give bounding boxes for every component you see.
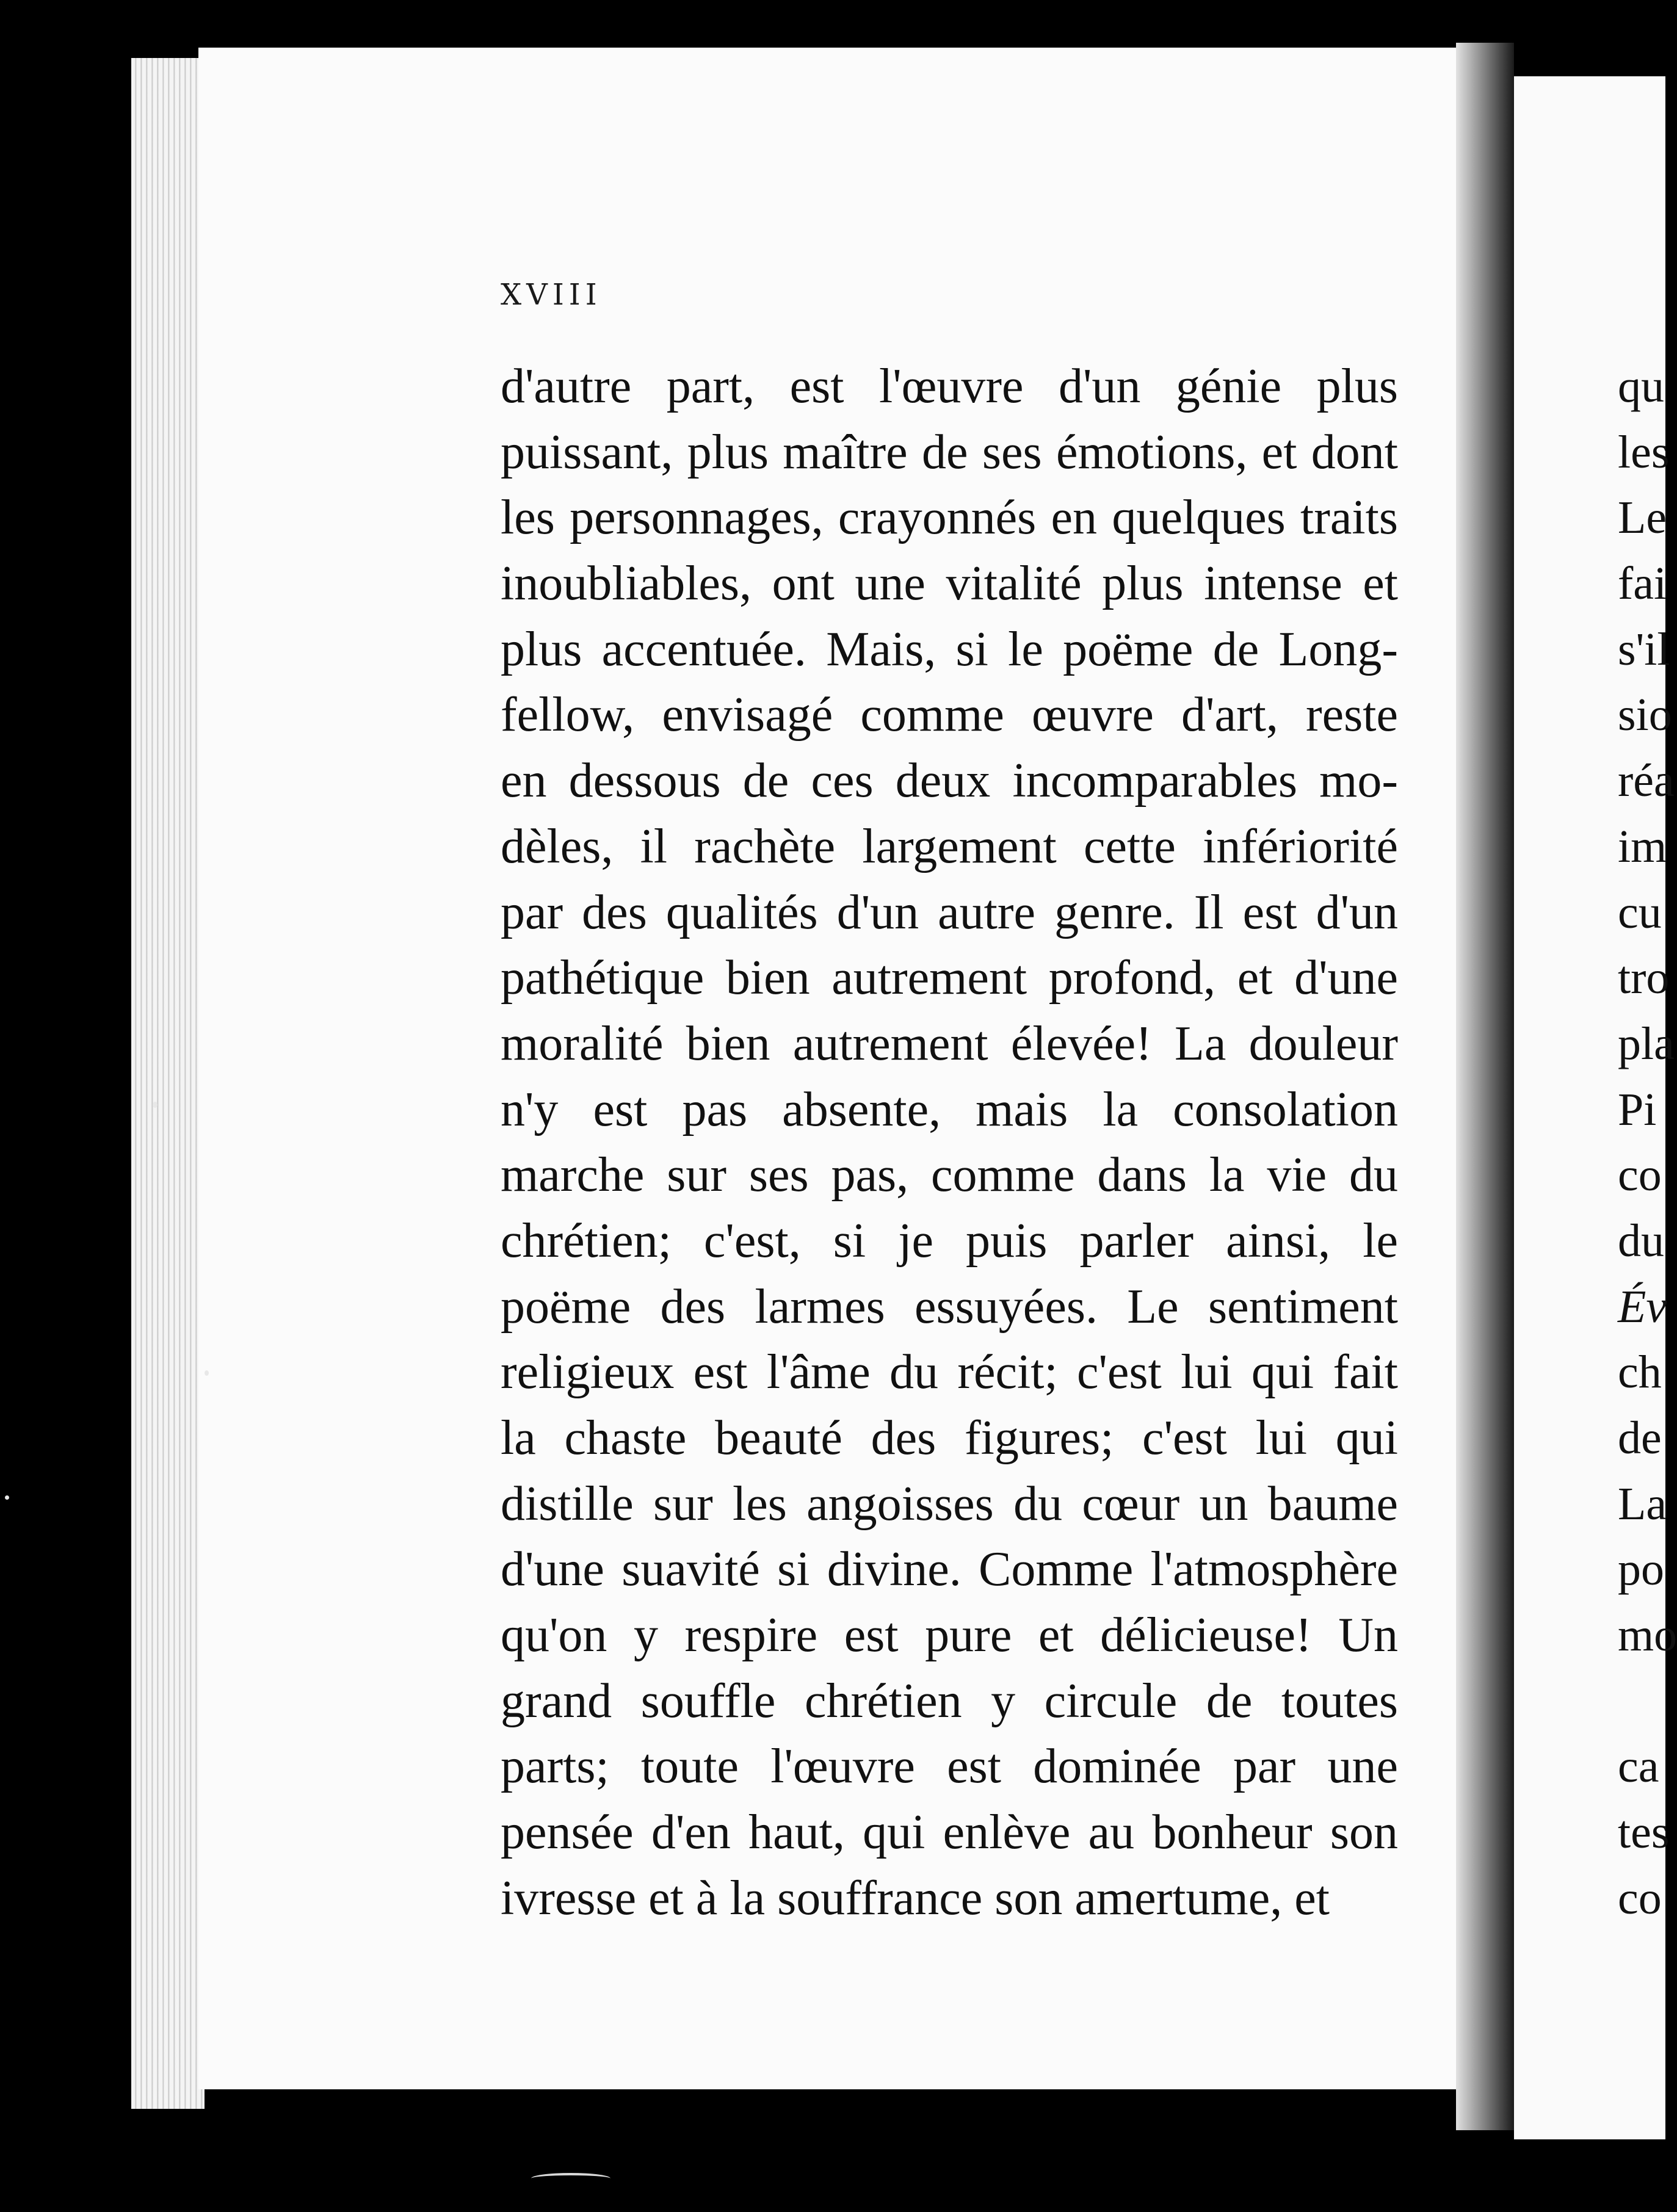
- text-line: poëme des larmes essuyées. Le sentiment: [501, 1279, 1398, 1334]
- facing-line-fragment: co: [1618, 1149, 1662, 1201]
- text-line: distille sur les angoisses du cœur un baume: [501, 1476, 1398, 1531]
- text-line: pathétique bien autrement profond, et d'une: [501, 951, 1398, 1005]
- facing-line-fragment: pla: [1618, 1017, 1675, 1069]
- text-line: en dessous de ces deux incomparables mo-: [501, 754, 1398, 808]
- facing-line-fragment: co: [1618, 1872, 1662, 1924]
- text-line: la chaste beauté des figures; c'est lui qui: [501, 1411, 1398, 1465]
- facing-line-fragment: [1618, 1669, 1665, 1735]
- facing-page-text-fragments: [1618, 354, 1677, 1932]
- text-line: qu'on y respire est pure et délicieuse! Un: [501, 1608, 1398, 1663]
- page-edges: [131, 58, 205, 2109]
- facing-line-fragment: ca: [1618, 1741, 1659, 1793]
- text-line: n'y est pas absente, mais la consolation: [501, 1082, 1398, 1137]
- facing-line-fragment: mo: [1618, 1610, 1677, 1661]
- text-line: d'une suavité si divine. Comme l'atmosphère: [501, 1542, 1398, 1597]
- text-line: inoubliables, ont une vitalité plus intense et: [501, 557, 1398, 611]
- facing-line-fragment: tes: [1618, 1807, 1670, 1859]
- text-line: religieux est l'âme du récit; c'est lui qui fait: [501, 1345, 1398, 1400]
- facing-line-fragment: sio: [1618, 689, 1672, 741]
- facing-line-fragment: cu: [1618, 886, 1662, 938]
- text-line: parts; toute l'œuvre est dominée par une: [501, 1740, 1398, 1794]
- facing-line-fragment: les: [1618, 426, 1670, 478]
- text-line: chrétien; c'est, si je puis parler ainsi, le: [501, 1213, 1398, 1268]
- dust-speck: [205, 1370, 209, 1376]
- dust-speck: [5, 1495, 9, 1500]
- text-line: pensée d'en haut, qui enlève au bonheur son: [501, 1805, 1398, 1860]
- facing-line-fragment: de: [1618, 1412, 1662, 1464]
- running-head-page-number: XVIII: [501, 278, 602, 312]
- text-line: ivresse et à la souffrance son amertume, et: [501, 1871, 1330, 1925]
- facing-line-fragment: s'il: [1618, 623, 1670, 675]
- gutter-shadow: [1456, 43, 1514, 2130]
- text-line: plus accentuée. Mais, si le poëme de Long-: [501, 622, 1398, 676]
- text-line: fellow, envisagé comme œuvre d'art, reste: [501, 688, 1398, 742]
- text-line: par des qualités d'un autre genre. Il est d'un: [501, 885, 1398, 939]
- scan-artifact-mark: [531, 2173, 610, 2184]
- facing-line-fragment: tro: [1618, 952, 1670, 1004]
- facing-line-fragment: Év: [1618, 1281, 1667, 1332]
- facing-line-fragment: La: [1618, 1478, 1667, 1530]
- text-line: les personnages, crayonnés en quelques traits: [501, 491, 1398, 545]
- text-line: grand souffle chrétien y circule de toutes: [501, 1674, 1398, 1728]
- facing-line-fragment: ch: [1618, 1346, 1662, 1398]
- text-line: puissant, plus maître de ses émotions, et dont: [501, 425, 1398, 479]
- facing-line-fragment: po: [1618, 1544, 1664, 1596]
- facing-line-fragment: du: [1618, 1215, 1664, 1267]
- dust-speck: [153, 1102, 158, 1108]
- facing-line-fragment: Le: [1618, 492, 1667, 544]
- facing-line-fragment: im: [1618, 820, 1667, 872]
- text-line: dèles, il rachète largement cette infériorité: [501, 819, 1398, 873]
- facing-line-fragment: Pi: [1618, 1083, 1657, 1135]
- text-line: marche sur ses pas, comme dans la vie du: [501, 1148, 1398, 1202]
- facing-line-fragment: fai: [1618, 558, 1667, 610]
- facing-line-fragment: réa: [1618, 755, 1675, 807]
- text-line: moralité bien autrement élevée! La douleur: [501, 1016, 1398, 1071]
- body-text: [501, 354, 1398, 1932]
- facing-line-fragment: qu: [1618, 361, 1664, 412]
- text-line: d'autre part, est l'œuvre d'un génie plus: [501, 360, 1398, 413]
